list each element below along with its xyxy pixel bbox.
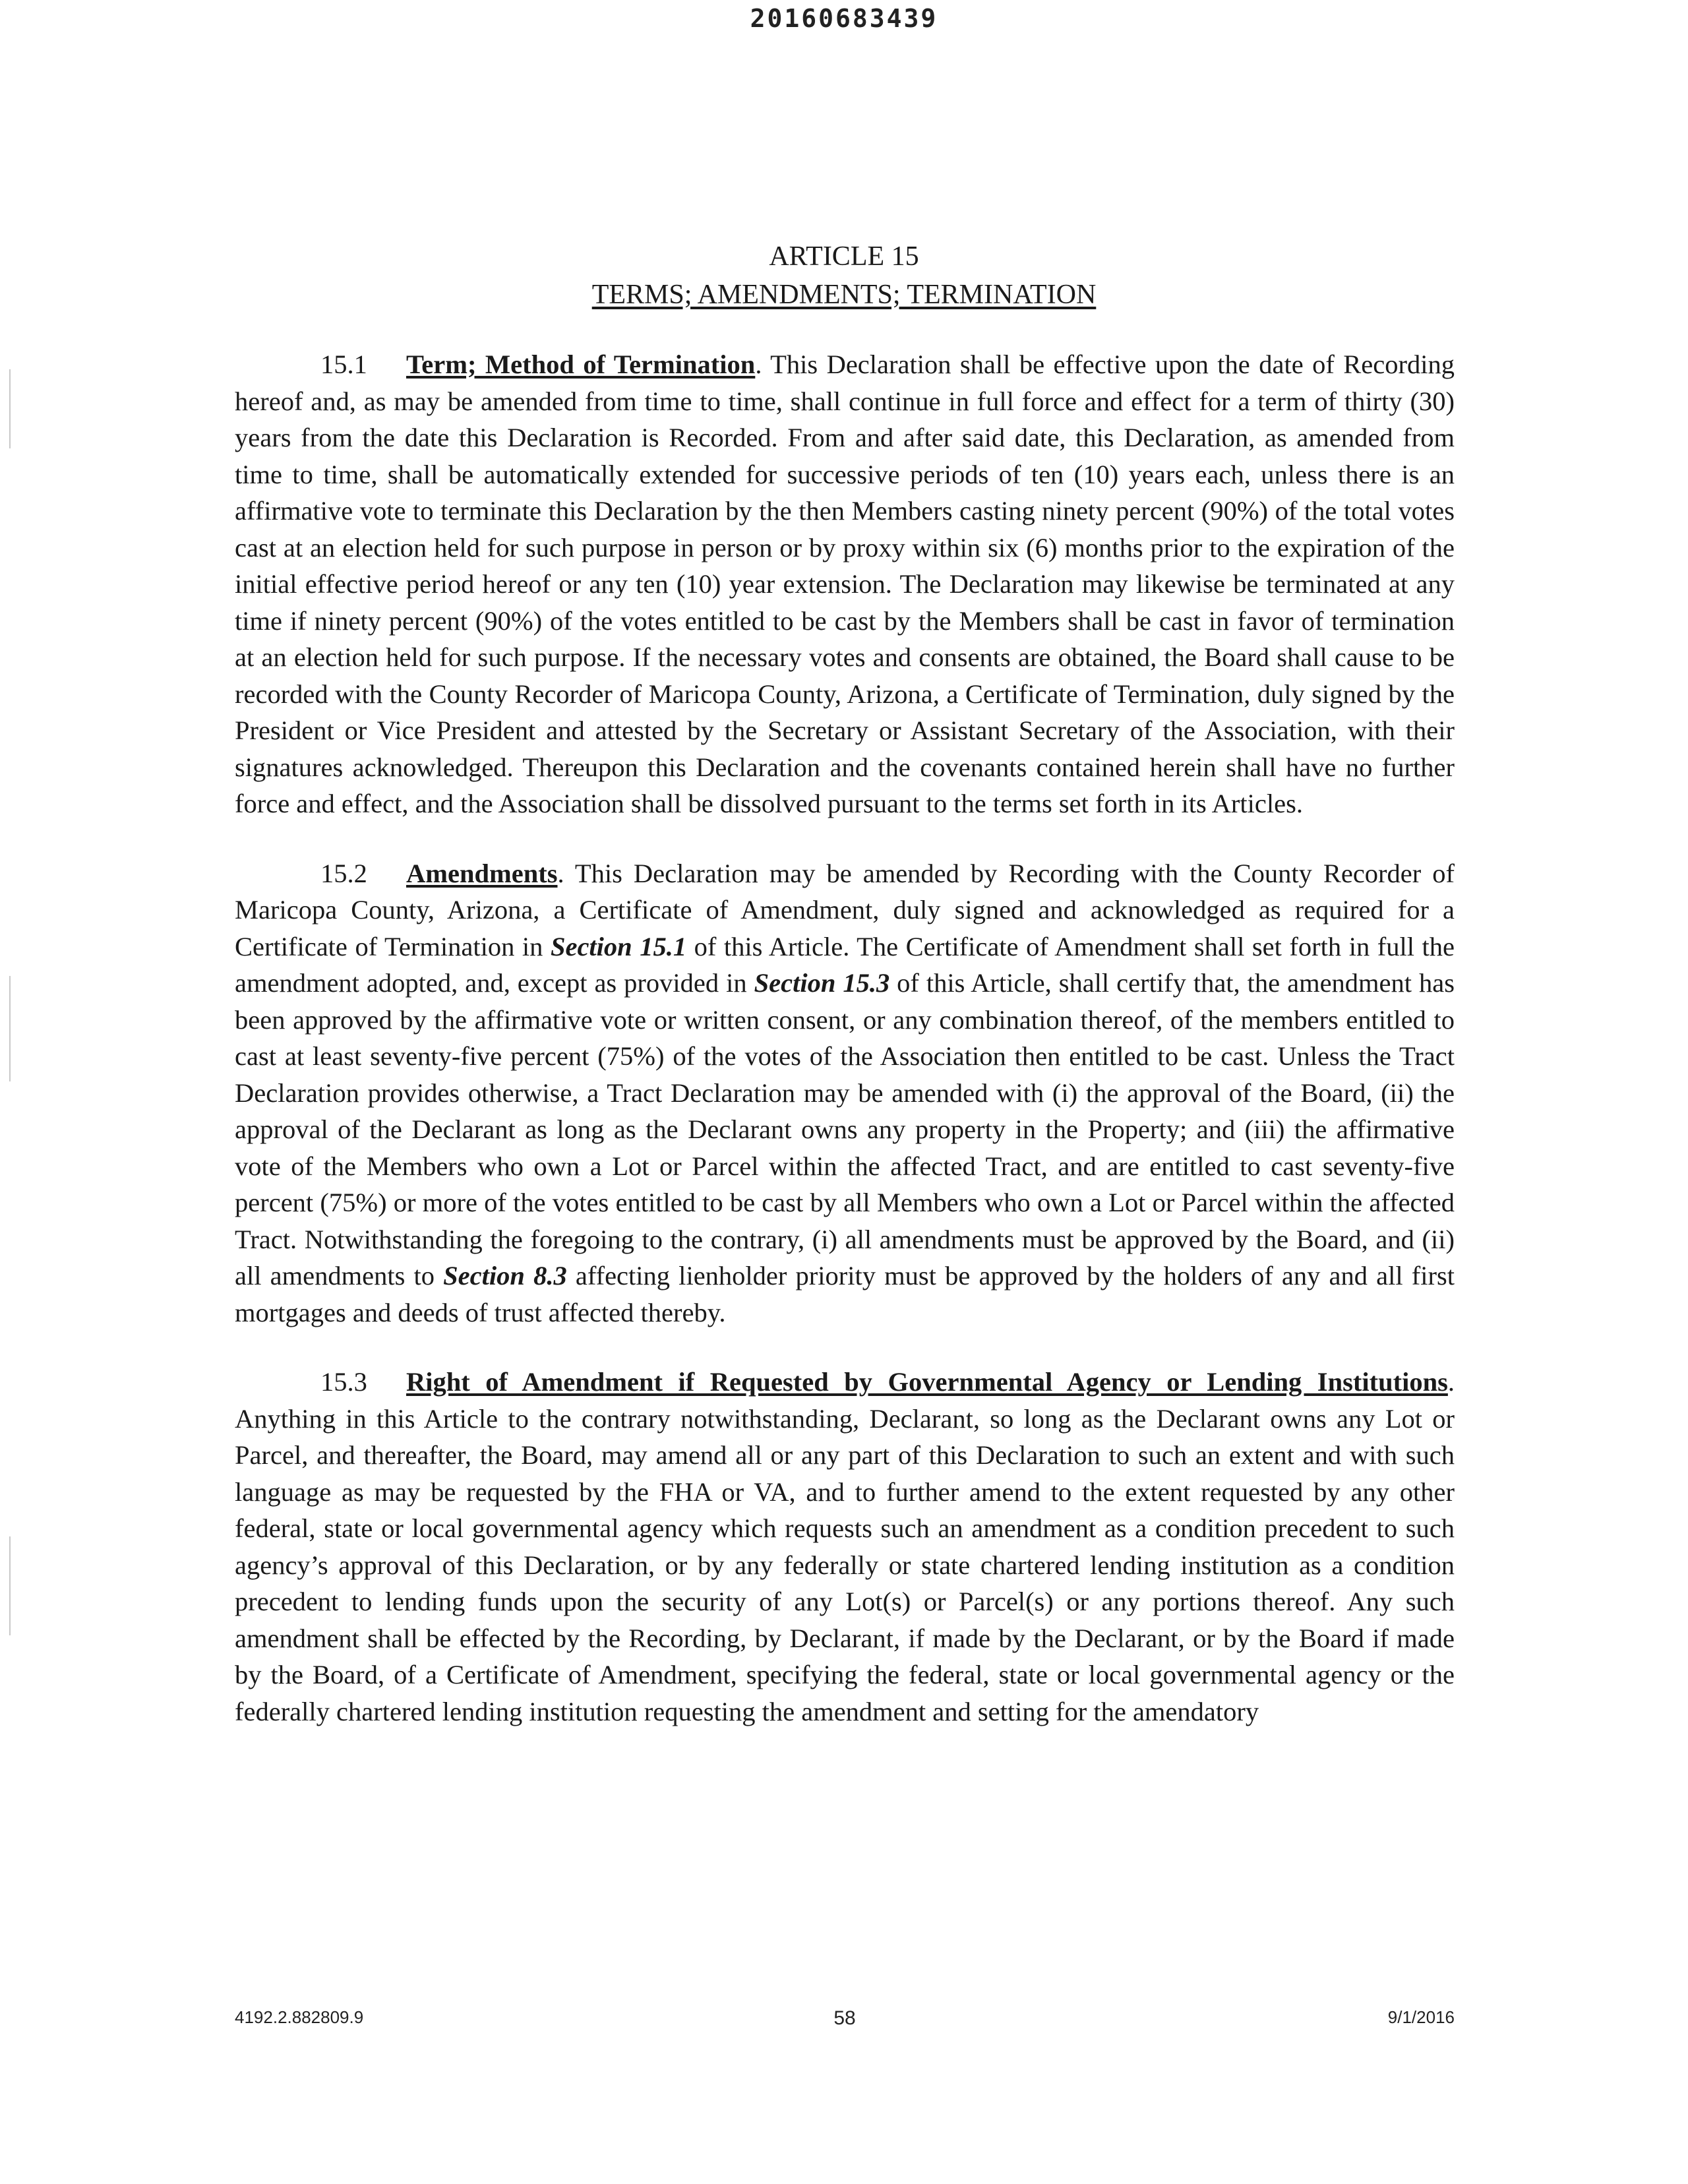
article-heading: [0, 237, 1688, 314]
scan-margin-mark: [9, 369, 11, 448]
section-reference: Section 15.1: [550, 931, 687, 961]
article-title: TERMS; AMENDMENTS; TERMINATION: [591, 280, 1097, 310]
section-number: 15.2: [320, 858, 367, 888]
section-heading: Right of Amendment if Requested by Governmental Agency or Lending Institutions: [406, 1367, 1448, 1397]
footer-doc-id: 4192.2.882809.9: [235, 2007, 364, 2027]
section-text: of this Article. The Certificate of Amendment shall set forth in full the amendment adopted, and, except as provided in: [235, 931, 1455, 998]
section-text: . This Declaration shall be effective upon the date of Recording hereof and, as may be amended from time to time, shall continue in full force and effect for a term of thirty (30) years from the date this Declaration is Recorded. From and after said date, this Declaration, as amended from time to time, shall be automatically extended for successive periods of ten (10) years each, unless there is an affirmative vote to terminate this Declaration by the then Members casting ninety percent (90%) of the total votes cast at an election held for such purpose in person or by proxy within six (6) months prior to the expiration of the initial effective period hereof or any ten (10) year extension. The Declaration may likewise be terminated at any time if ninety percent (90%) of the votes entitled to be cast by the Members shall be cast in favor of termination at an election held for such purpose. If the necessary votes and consents are obtained, the Board shall cause to be recorded with the County Recorder of Maricopa County, Arizona, a Certificate of Termination, duly signed by the President or Vice President and attested by the Secretary or Assistant Secretary of the Association, with their signatures acknowledged. Thereupon this Declaration and the covenants contained herein shall have no further force and effect, and the Association shall be dissolved pursuant to the terms set forth in its Articles.: [235, 349, 1455, 818]
section-text: . Anything in this Article to the contrary notwithstanding, Declarant, so long as the Declarant owns any Lot or Parcel, and thereafter, the Board, may amend all or any part of this Declaration to such an extent and with such language as may be requested by the FHA or VA, and to further amend to the extent requested by any other federal, state or local governmental agency which requests such an amendment as a condition precedent to such agency’s approval of this Declaration, or by any federally or state chartered lending institution as a condition precedent to lending funds upon the security of any Lot(s) or Parcel(s) or any portions thereof. Any such amendment shall be effected by the Recording, by Declarant, if made by the Declarant, or by the Board if made by the Board, of a Certificate of Amendment, specifying the federal, state or local governmental agency or the federally chartered lending institution requesting the amendment and setting for the amendatory: [235, 1367, 1455, 1726]
section-heading: Term; Method of Termination: [406, 349, 756, 379]
section-15-1: [235, 346, 1455, 822]
document-body: [235, 346, 1455, 1730]
section-text: affecting lienholder priority must be approved by the holders of any and all first mortgages and deeds of trust affected thereby.: [235, 1261, 1455, 1327]
section-15-2: [235, 855, 1455, 1331]
section-text: . This Declaration may be amended by Recording with the County Recorder of Maricopa County, Arizona, a Certificate of Amendment, duly signed and acknowledged as required for a Certificate of Termination in: [235, 858, 1455, 961]
section-15-3: [235, 1364, 1455, 1730]
scan-margin-mark: [9, 1536, 11, 1635]
article-number: ARTICLE 15: [769, 241, 919, 272]
section-number: 15.1: [320, 349, 367, 379]
footer-date: 9/1/2016: [1387, 2007, 1455, 2027]
section-text: of this Article, shall certify that, the amendment has been approved by the affirmative vote or written consent, or any combination thereof, of the members entitled to cast at least seventy-five percent (75%) of the votes of the Association then entitled to be cast. Unless the Tract Declaration provides otherwise, a Tract Declaration may be amended with (i) the approval of the Board, (ii) the approval of the Declarant as long as the Declarant owns any property in the Property; and (iii) the affirmative vote of the Members who own a Lot or Parcel within the affected Tract, and are entitled to cast seventy-five percent (75%) or more of the votes entitled to be cast by all Members who own a Lot or Parcel within the affected Tract. Notwithstanding the foregoing to the contrary, (i) all amendments must be approved by the Board, and (ii) all amendments to: [235, 968, 1455, 1290]
scan-margin-mark: [9, 976, 11, 1081]
footer-page-number: 58: [833, 2007, 856, 2029]
section-reference: Section 8.3: [443, 1261, 567, 1290]
section-number: 15.3: [320, 1367, 367, 1397]
section-reference: Section 15.3: [754, 968, 890, 998]
section-heading: Amendments: [406, 858, 558, 888]
recording-number: 20160683439: [750, 4, 938, 33]
